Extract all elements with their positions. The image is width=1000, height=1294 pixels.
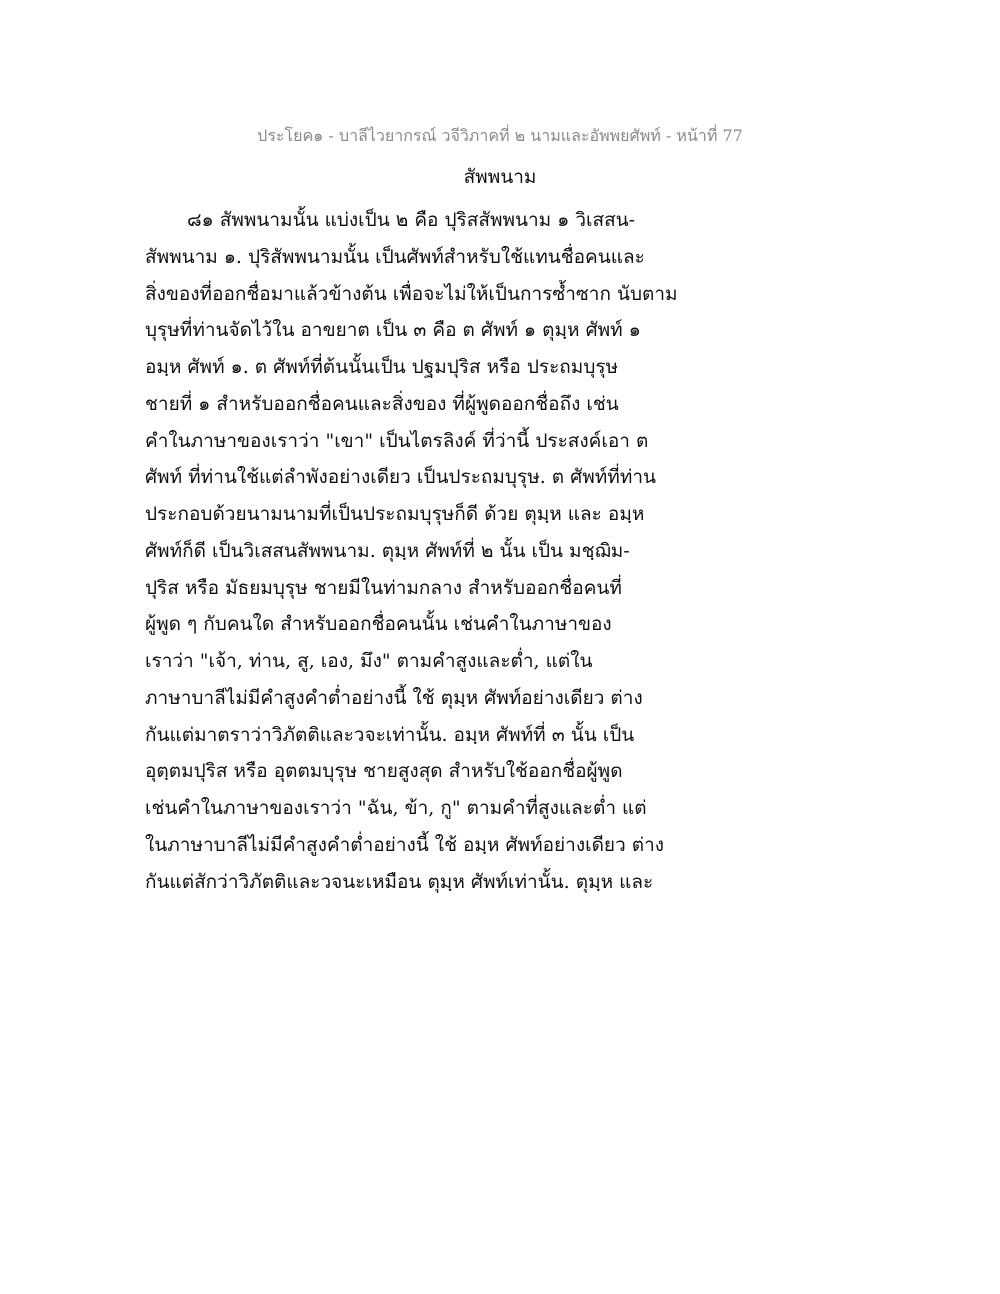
paragraph-line: สัพพนาม ๑. ปุริสัพพนามนั้น เป็นศัพท์สำหรับใช้แทนชื่อคนและ <box>145 245 645 268</box>
paragraph-line: เช่นคำในภาษาของเราว่า "ฉัน, ข้า, กู" ตามคำที่สูงและต่ำ แต่ <box>145 797 647 819</box>
paragraph-line: บุรุษที่ท่านจัดไว้ใน อาขยาต เป็น ๓ คือ ต ศัพท์ ๑ ตุมฺห ศัพท์ ๑ <box>145 319 641 342</box>
paragraph-line: ศัพท์ก็ดี เป็นวิเสสนสัพพนาม. ตุมฺห ศัพท์ที่ ๒ นั้น เป็น มชฺฌิม- <box>145 539 630 562</box>
running-header: ประโยค๑ - บาลีไวยากรณ์ วจีวิภาคที่ ๒ นามและอัพพยศัพท์ - หน้าที่ 77 <box>257 126 743 145</box>
paragraph-line: เราว่า "เจ้า, ท่าน, สู, เอง, มึง" ตามคำสูงและต่ำ, แต่ใน <box>145 650 593 672</box>
paragraph-line: อุตฺตมปุริส หรือ อุตตมบุรุษ ชายสูงสุด สำหรับใช้ออกชื่อผู้พูด <box>145 760 623 783</box>
paragraph-line: ในภาษาบาลีไม่มีคำสูงคำต่ำอย่างนี้ ใช้ อมฺห ศัพท์อย่างเดียว ต่าง <box>145 833 665 856</box>
paragraph-line: ผู้พูด ๆ กับคนใด สำหรับออกชื่อคนนั้น เช่นคำในภาษาของ <box>145 613 612 636</box>
paragraph-line: ประกอบด้วยนามนามที่เป็นประถมบุรุษก็ดี ด้วย ตุมฺห และ อมฺห <box>145 503 645 525</box>
paragraph-line: อมฺห ศัพท์ ๑. ต ศัพท์ที่ต้นนั้นเป็น ปฐมปุริส หรือ ประถมบุรุษ <box>145 356 619 378</box>
paragraph-line: คำในภาษาของเราว่า "เขา" เป็นไตรลิงค์ ที่ว่านี้ ประสงค์เอา ต <box>145 429 649 452</box>
paragraph-line: ศัพท์ ที่ท่านใช้แต่ลำพังอย่างเดียว เป็นประถมบุรุษ. ต ศัพท์ที่ท่าน <box>145 466 656 489</box>
paragraph-line: ชายที่ ๑ สำหรับออกชื่อคนและสิ่งของ ที่ผู้พูดออกชื่อถึง เช่น <box>145 392 619 415</box>
paragraph-line: ภาษาบาลีไม่มีคำสูงคำต่ำอย่างนี้ ใช้ ตุมฺห ศัพท์อย่างเดียว ต่าง <box>145 686 643 709</box>
section-title: สัพพนาม <box>463 166 537 188</box>
paragraph-line: สิ่งของที่ออกชื่อมาแล้วข้างต้น เพื่อจะไม่ให้เป็นการซ้ำซาก นับตาม <box>145 282 678 305</box>
body-paragraph <box>145 202 705 900</box>
paragraph-line: กันแต่สักว่าวิภัตติและวจนะเหมือน ตุมฺห ศัพท์เท่านั้น. ตุมฺห และ <box>145 870 654 893</box>
paragraph-line: ปุริส หรือ มัธยมบุรุษ ชายมีในท่ามกลาง สำหรับออกชื่อคนที่ <box>145 576 622 599</box>
paragraph-line: กันแต่มาตราว่าวิภัตติและวจะเท่านั้น. อมฺห ศัพท์ที่ ๓ นั้น เป็น <box>145 723 635 746</box>
paragraph-line: ๘๑ สัพพนามนั้น แบ่งเป็น ๒ คือ ปุริสสัพพนาม ๑ วิเสสน- <box>187 209 636 231</box>
